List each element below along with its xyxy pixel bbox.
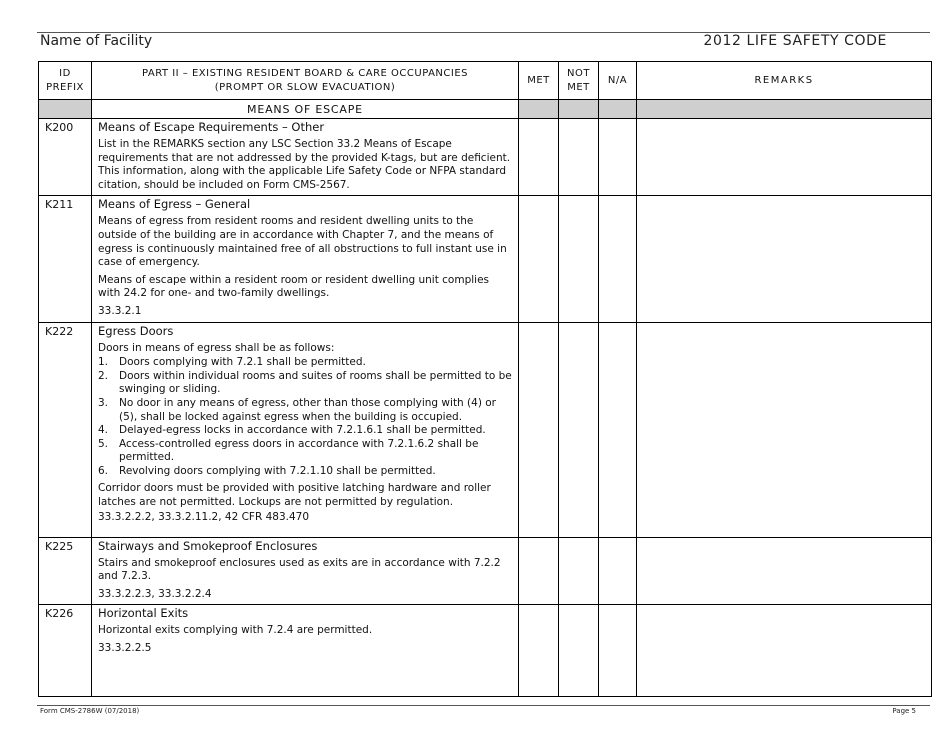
- met-header: MET: [519, 62, 559, 100]
- part-header: [92, 62, 519, 100]
- not-met-checkbox-cell[interactable]: [559, 322, 599, 537]
- section-na-cell: [599, 100, 637, 119]
- list-item: [98, 397, 513, 424]
- k-tag-description: [92, 196, 519, 322]
- code-title: 2012 LIFE SAFETY CODE: [703, 33, 887, 49]
- id-prefix-header: [39, 62, 92, 100]
- list-item-number: 3.: [98, 396, 109, 409]
- list-item-text: Doors within individual rooms and suites of rooms shall be permitted to be swinging or sliding.: [119, 369, 512, 396]
- na-checkbox-cell[interactable]: [599, 322, 637, 537]
- section-title: MEANS OF ESCAPE: [92, 100, 519, 119]
- form-number: Form CMS-2786W (07/2018): [40, 707, 140, 715]
- k-tag-text: Stairs and smokeproof enclosures used as exits are in accordance with 7.2.2 and 7.2.3.: [98, 556, 501, 583]
- k-tag-id: K200: [39, 119, 92, 196]
- part-header-line2: (PROMPT OR SLOW EVACUATION): [214, 81, 396, 93]
- table-row: [39, 537, 932, 605]
- met-checkbox-cell[interactable]: [519, 605, 559, 697]
- k-tag-title: Means of Egress – General: [98, 197, 251, 212]
- not-met-header-line2: MET: [567, 81, 590, 93]
- k-tag-id: K225: [39, 537, 92, 605]
- list-item-number: 2.: [98, 369, 109, 382]
- met-checkbox-cell[interactable]: [519, 537, 559, 605]
- part-header-line1: PART II – EXISTING RESIDENT BOARD & CARE OCCUPANCIES: [141, 67, 469, 79]
- k-tag-description: [92, 119, 519, 196]
- k-tag-description: [92, 537, 519, 605]
- list-item-text: No door in any means of egress, other than those complying with (4) or (5), shall be locked against egress when the building is occupied.: [119, 396, 497, 423]
- table-row: [39, 322, 932, 537]
- not-met-header: [559, 62, 599, 100]
- k-tag-text: List in the REMARKS section any LSC Section 33.2 Means of Escape requirements that are not addressed by the provided K-tags, but are deficient. This information, along with the applicable Life Safety Code or NFPA standard citation, should be included on Form CMS-2567.: [98, 138, 511, 191]
- k-tag-id: K226: [39, 605, 92, 697]
- k-tag-title: Means of Escape Requirements – Other: [98, 120, 325, 134]
- k-tag-text: Means of egress from resident rooms and resident dwelling units to the outside of the building are in accordance with Chapter 7, and the means of egress is continuously maintained free of all obstructions to full instant use in case of emergency.: [98, 215, 507, 269]
- id-header-line2: PREFIX: [46, 81, 84, 93]
- k-tag-reference: 33.3.2.2.2, 33.3.2.11.2, 42 CFR 483.470: [98, 510, 310, 523]
- list-item-text: Doors complying with 7.2.1 shall be permitted.: [119, 356, 366, 369]
- remarks-cell[interactable]: [637, 322, 932, 537]
- list-item: [98, 370, 513, 397]
- list-item: [98, 424, 513, 438]
- remarks-cell[interactable]: [637, 119, 932, 196]
- met-checkbox-cell[interactable]: [519, 119, 559, 196]
- not-met-checkbox-cell[interactable]: [559, 605, 599, 697]
- page-number: Page 5: [892, 707, 916, 715]
- not-met-checkbox-cell[interactable]: [559, 119, 599, 196]
- section-id-cell: [39, 100, 92, 119]
- k-tag-description: [92, 605, 519, 697]
- inspection-form-table: [38, 61, 932, 697]
- table-row: [39, 119, 932, 196]
- list-item-number: 1.: [98, 356, 109, 369]
- k-tag-title: Stairways and Smokeproof Enclosures: [98, 538, 318, 553]
- k-tag-text: Horizontal exits complying with 7.2.4 are permitted.: [98, 624, 373, 637]
- met-checkbox-cell[interactable]: [519, 322, 559, 537]
- k-tag-id: K222: [39, 322, 92, 537]
- k-tag-text: Means of escape within a resident room or resident dwelling unit complies with 24.2 for one- and two-family dwellings.: [98, 273, 490, 300]
- list-item-text: Delayed-egress locks in accordance with 7.2.1.6.1 shall be permitted.: [119, 424, 486, 437]
- k-tag-reference: 33.3.2.2.3, 33.3.2.2.4: [98, 587, 212, 600]
- k-tag-reference: 33.3.2.1: [98, 304, 142, 317]
- remarks-cell[interactable]: [637, 196, 932, 322]
- list-item-text: Access-controlled egress doors in accordance with 7.2.1.6.2 shall be permitted.: [119, 437, 479, 464]
- k-tag-id: K211: [39, 196, 92, 322]
- list-item-number: 6.: [98, 464, 109, 477]
- list-item: [98, 356, 513, 370]
- na-checkbox-cell[interactable]: [599, 196, 637, 322]
- footer-rule: [37, 705, 930, 706]
- id-header-line1: ID: [59, 67, 71, 79]
- not-met-checkbox-cell[interactable]: [559, 196, 599, 322]
- list-item: [98, 465, 513, 479]
- remarks-header: REMARKS: [637, 62, 932, 100]
- k-tag-description: [92, 322, 519, 537]
- k-tag-title: Egress Doors: [98, 323, 174, 338]
- na-checkbox-cell[interactable]: [599, 537, 637, 605]
- list-item-number: 4.: [98, 424, 109, 437]
- na-header: N/A: [599, 62, 637, 100]
- section-remarks-cell: [637, 100, 932, 119]
- table-row: [39, 605, 932, 697]
- section-row: [39, 100, 932, 119]
- not-met-checkbox-cell[interactable]: [559, 537, 599, 605]
- table-row: [39, 196, 932, 322]
- met-checkbox-cell[interactable]: [519, 196, 559, 322]
- k-tag-title: Horizontal Exits: [98, 606, 189, 621]
- remarks-cell[interactable]: [637, 537, 932, 605]
- list-item-text: Revolving doors complying with 7.2.1.10 shall be permitted.: [119, 464, 436, 477]
- remarks-cell[interactable]: [637, 605, 932, 697]
- section-met-cell: [519, 100, 559, 119]
- k-tag-text: Doors in means of egress shall be as follows:: [98, 341, 335, 354]
- table-header-row: [39, 62, 932, 100]
- not-met-header-line1: NOT: [567, 67, 590, 79]
- egress-door-list: [98, 356, 513, 478]
- facility-name-label: Name of Facility: [40, 33, 153, 49]
- list-item-number: 5.: [98, 437, 109, 450]
- section-not-met-cell: [559, 100, 599, 119]
- na-checkbox-cell[interactable]: [599, 605, 637, 697]
- k-tag-text: Corridor doors must be provided with positive latching hardware and roller latches are not permitted. Lockups are not permitted by regulation.: [98, 482, 491, 509]
- na-checkbox-cell[interactable]: [599, 119, 637, 196]
- list-item: [98, 438, 513, 465]
- k-tag-reference: 33.3.2.2.5: [98, 641, 152, 654]
